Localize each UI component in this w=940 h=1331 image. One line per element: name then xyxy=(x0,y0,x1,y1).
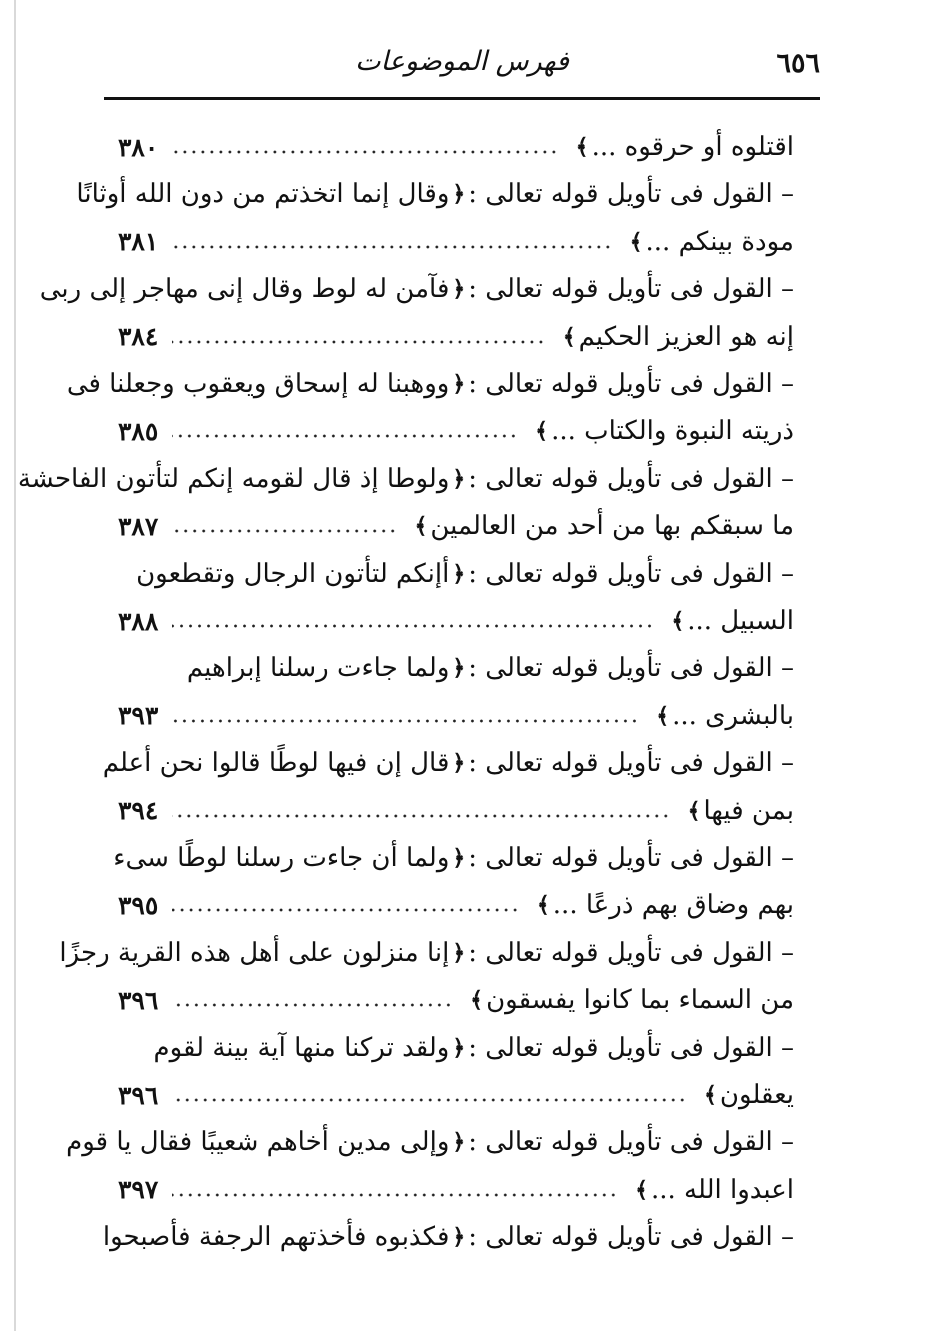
toc-entry-heading xyxy=(104,645,794,691)
entry-heading-text: – القول فى تأويل قوله تعالى : xyxy=(468,274,794,305)
dot-leader xyxy=(172,1096,687,1104)
entry-verse-text: السبيل ... xyxy=(687,606,794,636)
dot-leader xyxy=(172,243,612,251)
entry-verse-text: ولوطا إذ قال لقومه إنكم لتأتون الفاحشة xyxy=(17,463,450,494)
entry-heading-text: – القول فى تأويل قوله تعالى : xyxy=(468,843,794,873)
entry-page-number: ٣٩٦ xyxy=(118,1080,159,1110)
entry-page-number: ٣٩٤ xyxy=(118,796,159,826)
quran-bracket-open-icon: ﴿ xyxy=(452,181,466,208)
quran-bracket-open-icon: ﴿ xyxy=(452,1034,466,1061)
quran-bracket-open-icon: ﴿ xyxy=(452,465,466,492)
entry-heading-text: – القول فى تأويل قوله تعالى : xyxy=(468,463,794,494)
entry-heading-text: – القول فى تأويل قوله تعالى : xyxy=(468,1032,794,1063)
toc-entry-continuation xyxy=(118,1167,794,1213)
entry-page-number: ٣٨٠ xyxy=(118,132,159,162)
quran-bracket-close-icon: ﴾ xyxy=(535,418,549,445)
quran-bracket-open-icon: ﴿ xyxy=(452,276,466,303)
entry-verse-text: ولقد تركنا منها آية بينة لقوم xyxy=(153,1032,450,1063)
entry-verse-text: بهم وضاق بهم ذرعًا ... xyxy=(552,890,794,921)
entry-heading-text: – القول فى تأويل قوله تعالى : xyxy=(468,653,794,684)
entry-heading-text: – القول فى تأويل قوله تعالى : xyxy=(468,369,794,399)
toc-entry-continuation xyxy=(118,882,794,928)
quran-bracket-open-icon: ﴿ xyxy=(452,560,466,587)
toc-entry-heading xyxy=(104,1214,794,1260)
page-edge xyxy=(14,0,16,1331)
entry-heading-text: – القول فى تأويل قوله تعالى : xyxy=(468,748,794,779)
page-header xyxy=(104,40,820,90)
quran-bracket-close-icon: ﴾ xyxy=(656,702,670,729)
dot-leader xyxy=(172,432,518,440)
dot-leader xyxy=(172,622,654,630)
entry-page-number: ٣٨٧ xyxy=(118,511,159,541)
quran-bracket-open-icon: ﴿ xyxy=(452,655,466,682)
entry-page-number: ٣٩٦ xyxy=(118,985,159,1015)
entry-heading-text: – القول فى تأويل قوله تعالى : xyxy=(468,179,794,210)
toc-entry-heading xyxy=(39,266,794,312)
toc-entry-continuation xyxy=(118,408,794,454)
page-number: ٦٥٦ xyxy=(776,48,820,79)
toc-entry-continuation xyxy=(118,1072,794,1118)
toc-entry-heading xyxy=(104,551,794,597)
toc-entry-heading xyxy=(66,361,794,407)
dot-leader xyxy=(172,338,545,346)
quran-bracket-close-icon: ﴾ xyxy=(536,892,550,919)
quran-bracket-close-icon: ﴾ xyxy=(671,608,685,634)
toc-entry-continuation xyxy=(118,693,794,739)
running-title: فهرس الموضوعات xyxy=(355,46,569,77)
dot-leader xyxy=(172,148,558,156)
quran-bracket-open-icon: ﴿ xyxy=(452,845,466,871)
quran-bracket-close-icon: ﴾ xyxy=(470,987,484,1014)
entry-verse-text: فآمن له لوط وقال إنى مهاجر إلى ربى xyxy=(39,274,450,305)
entry-verse-text: من السماء بما كانوا يفسقون xyxy=(486,985,794,1016)
entry-verse-text: ذريته النبوة والكتاب ... xyxy=(551,416,794,447)
toc-entry-heading xyxy=(76,171,794,217)
dot-leader xyxy=(172,1191,618,1199)
entry-page-number: ٣٨١ xyxy=(118,227,159,257)
entry-verse-text: قال إن فيها لوطًا قالوا نحن أعلم xyxy=(102,748,450,779)
dot-leader xyxy=(172,527,397,535)
dot-leader xyxy=(172,717,639,725)
toc-entry-heading xyxy=(59,930,794,976)
entry-heading-text: – القول فى تأويل قوله تعالى : xyxy=(468,1222,794,1253)
entry-verse-text: وقال إنما اتخذتم من دون الله أوثانًا xyxy=(76,179,450,210)
toc-entry-heading xyxy=(66,1119,794,1165)
entry-verse-text: أإنكم لتأتون الرجال وتقطعون xyxy=(136,558,450,589)
entry-verse-text: إنه هو العزيز الحكيم xyxy=(578,321,794,352)
dot-leader xyxy=(172,1001,453,1009)
entry-verse-text: بمن فيها xyxy=(703,795,794,826)
toc-entry-heading xyxy=(104,1025,794,1071)
entry-verse-text: بالبشرى ... xyxy=(672,700,794,731)
entry-heading-text: – القول فى تأويل قوله تعالى : xyxy=(468,1127,794,1158)
entry-verse-text: إنا منزلون على أهل هذه القرية رجزًا xyxy=(59,937,450,968)
quran-bracket-close-icon: ﴾ xyxy=(414,513,428,540)
quran-bracket-open-icon: ﴿ xyxy=(452,939,466,966)
entry-page-number: ٣٩٣ xyxy=(118,701,159,731)
toc-entry-continuation xyxy=(118,598,794,644)
entry-page-number: ٣٨٥ xyxy=(118,416,159,446)
entry-verse-text: يعقلون xyxy=(719,1080,794,1110)
quran-bracket-open-icon: ﴿ xyxy=(452,371,466,397)
entry-page-number: ٣٨٨ xyxy=(118,606,159,636)
toc-entry-continuation xyxy=(118,788,794,834)
toc-entry-heading xyxy=(104,740,794,786)
quran-bracket-close-icon: ﴾ xyxy=(704,1082,717,1108)
quran-bracket-close-icon: ﴾ xyxy=(575,134,589,160)
entry-verse-text: ما سبقكم بها من أحد من العالمين xyxy=(430,511,794,542)
toc-entry-heading xyxy=(17,456,794,502)
entry-verse-text: ولما أن جاءت رسلنا لوطًا سىء xyxy=(113,843,450,873)
entry-page-number: ٣٩٧ xyxy=(118,1175,159,1205)
entry-heading-text: – القول فى تأويل قوله تعالى : xyxy=(468,558,794,589)
quran-bracket-open-icon: ﴿ xyxy=(452,1129,466,1156)
toc-entry-continuation xyxy=(118,314,794,360)
quran-bracket-close-icon: ﴾ xyxy=(635,1176,648,1203)
entry-verse-text: ووهبنا له إسحاق ويعقوب وجعلنا فى xyxy=(66,369,450,399)
header-rule xyxy=(104,97,820,100)
entry-verse-text: مودة بينكم ... xyxy=(645,226,794,257)
dot-leader xyxy=(172,812,670,820)
quran-bracket-close-icon: ﴾ xyxy=(687,797,701,824)
entry-verse-text: وإلى مدين أخاهم شعيبًا فقال يا قوم xyxy=(66,1127,450,1158)
toc-entry-continuation xyxy=(118,503,794,549)
dot-leader xyxy=(172,906,520,914)
entry-page-number: ٣٨٤ xyxy=(118,322,159,352)
quran-bracket-close-icon: ﴾ xyxy=(562,323,576,350)
entry-heading-text: – القول فى تأويل قوله تعالى : xyxy=(468,937,794,968)
quran-bracket-open-icon: ﴿ xyxy=(452,1224,466,1251)
quran-bracket-close-icon: ﴾ xyxy=(629,228,643,255)
entry-page-number: ٣٩٥ xyxy=(118,890,159,920)
entry-verse-text: اقتلوه أو حرقوه ... xyxy=(591,132,794,162)
entry-verse-text: فكذبوه فأخذتهم الرجفة فأصبحوا xyxy=(102,1222,450,1253)
toc-entry-heading xyxy=(104,835,794,881)
toc-entry-continuation xyxy=(118,124,794,170)
entry-verse-text: اعبدوا الله ... xyxy=(650,1174,794,1205)
toc-entry-continuation xyxy=(118,219,794,265)
entry-verse-text: ولما جاءت رسلنا إبراهيم xyxy=(186,653,450,684)
toc-entry-continuation xyxy=(118,977,794,1023)
quran-bracket-open-icon: ﴿ xyxy=(452,750,466,777)
